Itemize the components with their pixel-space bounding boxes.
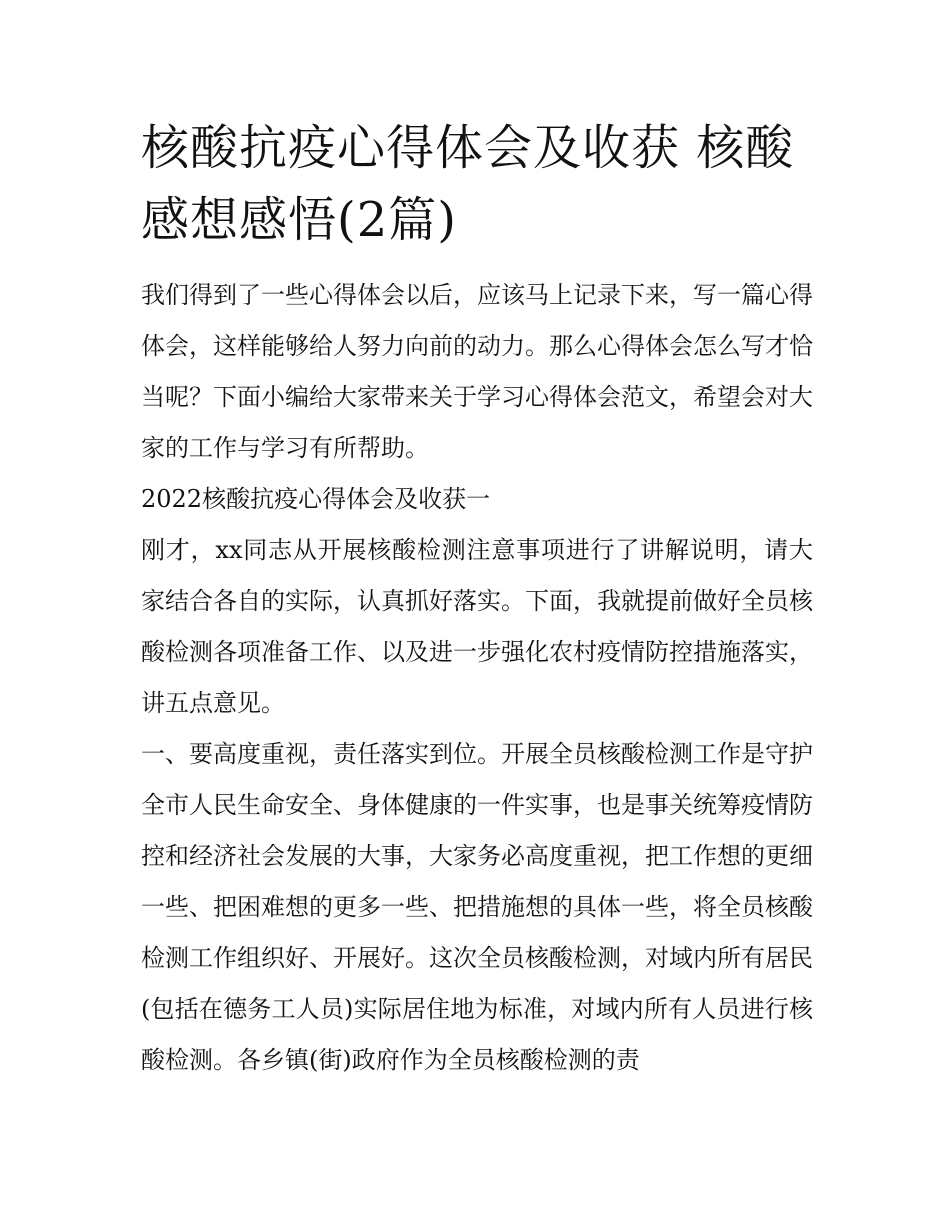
body-paragraph-1: 刚才，xx同志从开展核酸检测注意事项进行了讲解说明，请大家结合各自的实际，认真抓好落实。下面，我就提前做好全员核酸检测各项准备工作、以及进一步强化农村疫情防控措施落实，讲五点意见。	[141, 536, 813, 717]
document-body	[141, 112, 813, 1086]
section-heading: 2022核酸抗疫心得体会及收获一	[141, 485, 491, 513]
body-paragraph-2: 一、要高度重视，责任落实到位。开展全员核酸检测工作是守护全市人民生命安全、身体健康的一件实事，也是事关统筹疫情防控和经济社会发展的大事，大家务必高度重视，把工作想的更细一些、把困难想的更多一些、把措施想的具体一些，将全员核酸检测工作组织好、开展好。这次全员核酸检测，对域内所有居民(包括在德务工人员)实际居住地为标准，对域内所有人员进行核酸检测。各乡镇(街)政府作为全员核酸检测的责	[141, 740, 813, 1074]
document-title: 核酸抗疫心得体会及收获 核酸感想感悟(2篇)	[141, 120, 795, 248]
intro-paragraph: 我们得到了一些心得体会以后，应该马上记录下来，写一篇心得体会，这样能够给人努力向前的动力。那么心得体会怎么写才恰当呢？下面小编给大家带来关于学习心得体会范文，希望会对大家的工作与学习有所帮助。	[141, 281, 813, 462]
